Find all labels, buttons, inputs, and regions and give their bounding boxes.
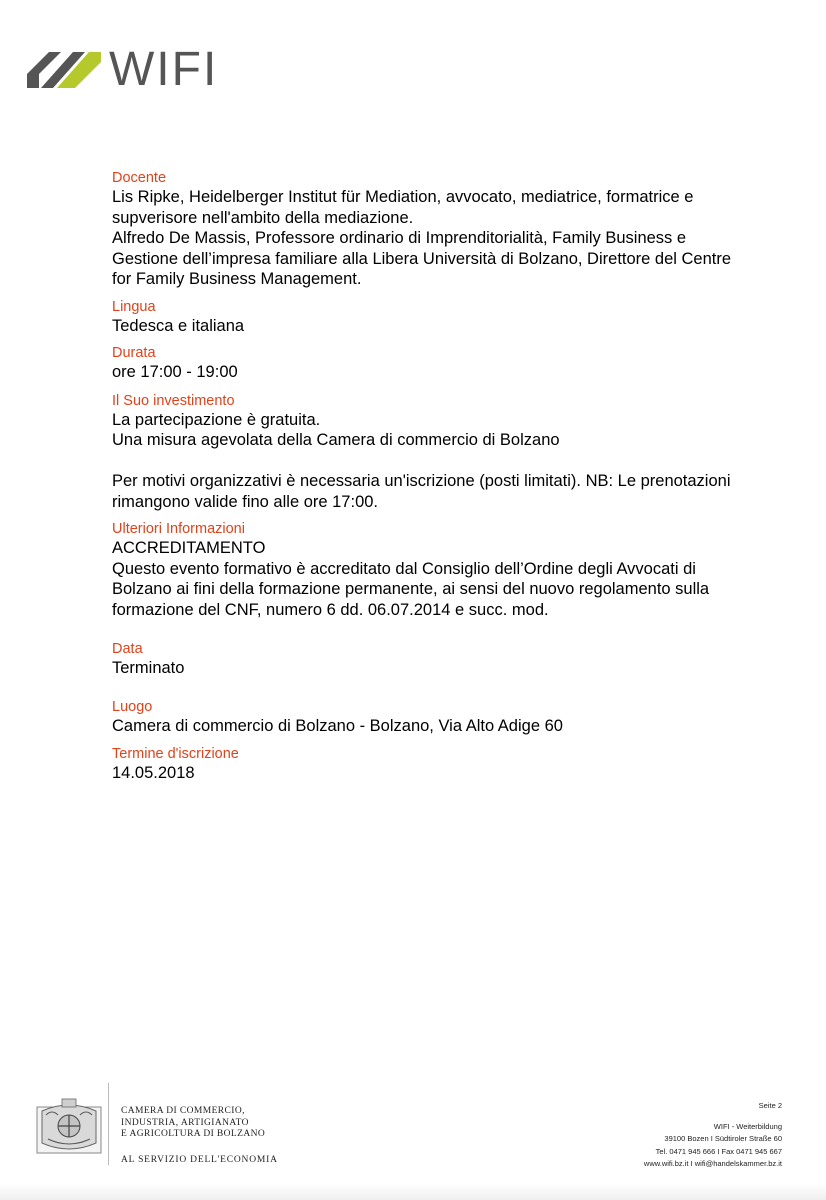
- section-label: Luogo: [112, 698, 153, 715]
- section: [112, 698, 772, 737]
- page-bottom-shadow: [0, 1184, 826, 1200]
- footer-org: WIFI - Weiterbildung: [713, 1121, 782, 1131]
- text-line: 14.05.2018: [112, 764, 195, 782]
- section: [112, 392, 772, 513]
- chamber-line: E AGRICOLTURA DI BOLZANO: [121, 1129, 266, 1139]
- text-line: rimangono valide fino alle ore 17:00.: [112, 492, 379, 511]
- text-line: formazione del CNF, numero 6 dd. 06.07.2014 e succ. mod.: [112, 600, 549, 619]
- section-text: [112, 362, 772, 383]
- coat-of-arms-icon: [34, 1093, 104, 1163]
- footer-address: 39100 Bozen I Südtiroler Straße 60: [664, 1134, 782, 1143]
- section-label: Data: [112, 641, 143, 657]
- section-label: Durata: [112, 345, 156, 361]
- section-text: [112, 187, 772, 290]
- section: [112, 169, 772, 290]
- footer-web[interactable]: www.wifi.bz.it I wifi@handelskammer.bz.it: [643, 1159, 782, 1168]
- chamber-line: INDUSTRIA, ARTIGIANATO: [121, 1117, 249, 1128]
- footer-phone: Tel. 0471 945 666 I Fax 0471 945 667: [655, 1146, 782, 1156]
- text-line: Questo evento formativo è accreditato dal Consiglio dell’Ordine degli Avvocati di: [112, 559, 696, 578]
- text-line: [112, 451, 772, 472]
- text-line: Per motivi organizzativi è necessaria un'iscrizione (posti limitati). NB: Le prenotazioni: [112, 472, 731, 490]
- chamber-line: CAMERA DI COMMERCIO,: [121, 1106, 245, 1116]
- wifi-logo-mark-icon: [27, 44, 107, 94]
- brand-name: WIFI: [109, 43, 219, 96]
- chamber-emblem: [34, 1093, 104, 1163]
- section-label: Docente: [112, 170, 167, 186]
- text-line: Tedesca e italiana: [112, 316, 245, 335]
- chamber-name: [121, 1106, 265, 1141]
- section-label: Il Suo investimento: [112, 392, 235, 409]
- page-number: Seite 2: [758, 1101, 782, 1110]
- section: [112, 298, 772, 337]
- text-line: Bolzano ai fini della formazione permanente, ai sensi del nuovo regolamento sulla: [112, 580, 710, 598]
- text-line: La partecipazione è gratuita.: [112, 410, 321, 429]
- section-label: Lingua: [112, 298, 156, 315]
- section-text: [112, 716, 772, 737]
- text-line: Alfredo De Massis, Professore ordinario di Imprenditorialità, Family Business e: [112, 229, 687, 247]
- course-details: [112, 169, 772, 784]
- section-text: [112, 763, 772, 784]
- text-line: Camera di commercio di Bolzano - Bolzano, Via Alto Adige 60: [112, 716, 563, 735]
- section: [112, 745, 772, 784]
- text-line: Terminato: [112, 659, 185, 677]
- text-line: Lis Ripke, Heidelberger Institut für Mediation, avvocato, mediatrice, formatrice e: [112, 188, 694, 206]
- wifi-logo: [27, 44, 217, 94]
- section-label: Ulteriori Informazioni: [112, 521, 245, 537]
- text-line: ACCREDITAMENTO: [112, 539, 266, 557]
- text-line: Una misura agevolata della Camera di commercio di Bolzano: [112, 431, 560, 449]
- text-line: supverisore nell'ambito della mediazione.: [112, 208, 414, 227]
- section-text: [112, 538, 772, 620]
- text-line: ore 17:00 - 19:00: [112, 363, 238, 381]
- text-line: for Family Business Management.: [112, 270, 362, 288]
- footer-divider: [108, 1083, 109, 1165]
- chamber-tagline: AL SERVIZIO DELL'ECONOMIA: [121, 1155, 278, 1165]
- section-label: Termine d'iscrizione: [112, 746, 239, 762]
- section: [112, 520, 772, 620]
- footer-contact: [644, 1100, 782, 1171]
- section-text: [112, 316, 772, 337]
- section: [112, 344, 772, 383]
- section-text: [112, 410, 772, 513]
- section-text: [112, 658, 772, 679]
- text-line: Gestione dell’impresa familiare alla Libera Università di Bolzano, Direttore del Centre: [112, 249, 732, 268]
- section: [112, 640, 772, 679]
